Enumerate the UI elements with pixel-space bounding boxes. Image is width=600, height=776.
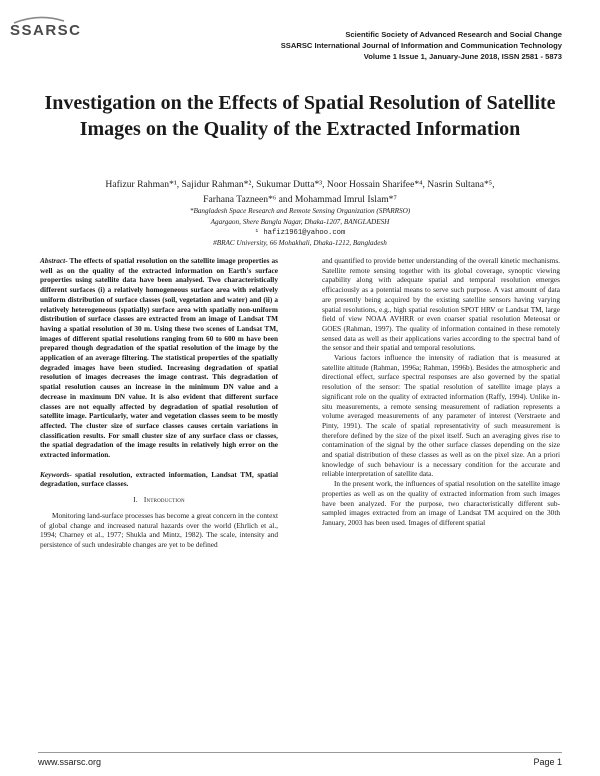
volume-info: Volume 1 Issue 1, January-June 2018, ISSN 2581 - 5873: [363, 51, 562, 61]
author-email: ¹ hafiz1961@yahoo.com: [254, 228, 346, 237]
affiliation-1: *Bangladesh Space Research and Remote Sensing Organization (SPARRSO): [189, 207, 411, 215]
author-list: [70, 178, 530, 207]
intro-paragraph-1: Monitoring land-surface processes has become a great concern in the context of global change and increased natural hazards over the world (Ehrlich et al., 1994; Charney et al., 1977; Shukla and Mintz, 1982). The scale, intensity and persistence of such undesirable changes are yet to be defined: [40, 510, 278, 549]
keywords: [40, 470, 278, 489]
authors-line-1: Hafizur Rahman*¹, Sajidur Rahman*², Sukumar Dutta*³, Noor Hossain Sharifee*⁴, Nasrin Sultana*⁵,: [105, 179, 495, 190]
keywords-label: Keywords: [40, 469, 70, 479]
keywords-text: - spatial resolution, extracted information, Landsat TM, spatial degradation, surface classes.: [40, 469, 278, 489]
society-name: Scientific Society of Advanced Research and Social Change: [345, 30, 562, 39]
affiliation-address: Agargaon, Shere Bangla Nagar, Dhaka-1207, BANGLADESH: [210, 217, 390, 226]
authors-line-2: Farhana Tazneen*⁶ and Mohammad Imrul Islam*⁷: [203, 193, 397, 205]
footer-website: www.ssarsc.org: [38, 757, 102, 767]
intro-paragraph-1-cont: and quantified to provide better understanding of the overall kinetic mechanisms. Satellite remote sensing together with its global coverage, synoptic viewing capability along with adequate spatial and temporal resolution emerges efficaciously as a potential means to serve such purpose. A vast amount of data are presently being acquired by the existing satellite sensors having varying spatial resolutions, e.g., high spatial resolution SPOT HRV or Landsat TM, large field of view NOAA AVHRR or even coarser spatial resolution Meteosat or GOES (Rahman, 1997). The quality of information contained in these remotely sensed data as well as their applications varies according to the spectral band of the sensor and their spatial and temporal resolutions.: [322, 256, 560, 353]
footer-divider: [38, 752, 562, 753]
journal-logo: SSARSC: [10, 22, 82, 39]
section-heading: [40, 495, 278, 505]
section-title: Introduction: [143, 495, 185, 505]
left-column: [40, 256, 278, 550]
section-number: I.: [133, 495, 138, 505]
page-number: Page 1: [533, 757, 562, 767]
paper-title: Investigation on the Effects of Spatial Resolution of Satellite Images on the Quality of the Extracted Information: [44, 92, 556, 140]
abstract-label: Abstract: [40, 256, 66, 265]
intro-paragraph-3: In the present work, the influences of spatial resolution on the satellite image properties as well as on the quality of extracted information from such images have been analyzed. For the purpose, two characteristically different sub-sampled images extracted from an image of Landsat TM acquired on the 30th January, 2003 has been used. Images of different spatial: [322, 479, 560, 527]
affiliation-2: #BRAC University, 66 Mohakhali, Dhaka-1212, Bangladesh: [213, 239, 387, 248]
right-column: [322, 256, 560, 528]
abstract-text: - The effects of spatial resolution on the satellite image properties as well as on the quality of the extracted information on Earth's surface properties using satellite data have been analysed. Two characteristically different surfaces (i) a relatively homogeneous surface area with relatively uniform distribution of surface classes (soil, vegetation and water) and (ii) a relatively heterogeneous (spatially) surface area with spatially non-uniform distribution of surface classes are extracted from an image of Landsat TM having a spatial resolution of 30 m. Using these two scenes of Landsat TM, images of different spatial resolutions ranging from 60 to 600 m have been prepared though degradation of the spatial resolution of the image by the application of an average filtering. The statistical properties of the spatially degraded images have been studied. Increasing degradation of spatial resolution of images decreases the image contrast. This degradation of spatial resolution causes an increase in the minimum DN value and a decrease in maximum DN value. It is also evident that different surface classes are not equally affected by degradation of spatial resolution of satellite image. Particularly, water and vegetation classes seem to be mostly affected. The cluster size of surface classes causes certain variations in classification results. For small cluster size of any surface class or classes, the spatial degradation of the image results in relatively high error on the extracted information.: [40, 256, 278, 460]
abstract: [40, 256, 278, 460]
journal-header: [281, 30, 562, 62]
journal-name: SSARSC International Journal of Information and Communication Technology: [280, 40, 562, 50]
affiliations: [120, 206, 480, 249]
intro-paragraph-2: Various factors influence the intensity of radiation that is measured at satellite altitude (Rahman, 1996a; Rahman, 1996b). Besides the atmospheric and directional effect, surface spectral responses are also governed by the spatial resolution of the sensor: The spatial resolution of satellite image plays a significant role on the quality of extracted information (Raffy, 1994). Unlike in-situ measurements, a remote sensing measurement of radiation represents a volume averaged measurements of any parameter of interest (Verstraete and Pinty, 1991). The scale of spatial representativity of such measurement is therefore defined by the size of the pixel itself. Such an averaging gives rise to contamination of the signal by the other surface classes depending on the size and spatial distribution of these classes as well as on the pixel size. An a priori knowledge of such behaviour is a necessary condition for the accurate and reliable interpretation of satellite data.: [322, 353, 560, 479]
